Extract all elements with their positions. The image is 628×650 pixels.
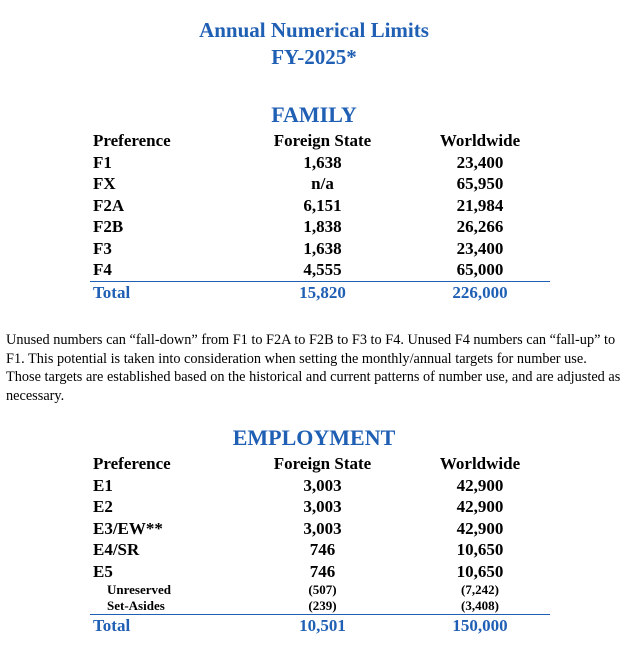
cell-worldwide: 21,984 bbox=[456, 195, 504, 215]
table-row bbox=[90, 216, 550, 238]
cell-preference: F4 bbox=[93, 260, 112, 279]
cell-preference: FX bbox=[93, 174, 116, 193]
cell-foreign-state: 1,638 bbox=[303, 152, 342, 172]
cell-worldwide: 42,900 bbox=[456, 518, 504, 538]
cell-worldwide: 65,950 bbox=[456, 174, 504, 193]
cell-foreign-state: 1,838 bbox=[303, 217, 342, 236]
family-table bbox=[90, 130, 550, 303]
total-foreign-state: 10,501 bbox=[299, 616, 346, 635]
cell-preference: F2B bbox=[93, 217, 124, 236]
cell-foreign-state: 6,151 bbox=[303, 195, 342, 215]
cell-foreign-state: 3,003 bbox=[303, 518, 342, 538]
table-header-row bbox=[90, 130, 550, 152]
table-row bbox=[90, 238, 550, 260]
table-header-row bbox=[90, 453, 550, 475]
cell-preference: F2A bbox=[93, 195, 125, 215]
total-label: Total bbox=[93, 616, 131, 635]
header-worldwide: Worldwide bbox=[439, 454, 521, 473]
cell-worldwide: 42,900 bbox=[456, 497, 504, 516]
cell-preference: E5 bbox=[93, 561, 113, 581]
total-row bbox=[90, 614, 550, 637]
total-label: Total bbox=[93, 282, 131, 302]
table-row bbox=[90, 195, 550, 217]
cell-worldwide: 23,400 bbox=[456, 238, 504, 258]
table-row bbox=[90, 475, 550, 497]
total-foreign-state: 15,820 bbox=[299, 282, 346, 302]
cell-foreign-state: 3,003 bbox=[303, 497, 342, 516]
table-row bbox=[90, 259, 550, 281]
cell-preference: E1 bbox=[93, 475, 113, 495]
table-row bbox=[90, 518, 550, 540]
table-subrow bbox=[90, 598, 550, 614]
cell-preference: E3/EW** bbox=[93, 518, 163, 538]
cell-foreign-state: (239) bbox=[308, 598, 337, 613]
page-title: Annual Numerical Limits bbox=[199, 18, 429, 42]
cell-foreign-state: 746 bbox=[309, 561, 336, 581]
cell-worldwide: 23,400 bbox=[456, 152, 504, 172]
header-preference: Preference bbox=[93, 454, 171, 473]
cell-foreign-state: n/a bbox=[311, 174, 334, 193]
total-worldwide: 150,000 bbox=[452, 616, 508, 635]
cell-worldwide: 42,900 bbox=[456, 475, 504, 495]
cell-foreign-state: 746 bbox=[309, 540, 336, 559]
table-row bbox=[90, 496, 550, 518]
cell-foreign-state: 4,555 bbox=[303, 260, 342, 279]
employment-table bbox=[90, 453, 550, 637]
fiscal-year-subtitle: FY-2025* bbox=[271, 45, 357, 69]
cell-worldwide: 26,266 bbox=[456, 217, 504, 236]
cell-worldwide: 10,650 bbox=[456, 561, 504, 581]
cell-foreign-state: (507) bbox=[308, 582, 337, 597]
table-row bbox=[90, 152, 550, 174]
cell-worldwide: (3,408) bbox=[461, 598, 499, 613]
table-subrow bbox=[90, 582, 550, 598]
fall-down-explanation: Unused numbers can “fall-down” from F1 to F2A to F2B to F3 to F4. Unused F4 numbers can “fall-up” to F1. This potential is taken into consideration when setting the monthly/annual targets for number use. Those targets are established based on the historical and current patterns of number use, and are adjusted as necessary. bbox=[6, 332, 621, 404]
employment-section-title: EMPLOYMENT bbox=[232, 425, 396, 450]
header-worldwide: Worldwide bbox=[439, 131, 521, 150]
cell-preference: Unreserved bbox=[107, 582, 172, 597]
total-row bbox=[90, 281, 550, 304]
header-foreign-state: Foreign State bbox=[273, 131, 372, 150]
cell-foreign-state: 1,638 bbox=[303, 238, 342, 258]
cell-preference: F1 bbox=[93, 152, 112, 172]
header-foreign-state: Foreign State bbox=[273, 454, 372, 473]
cell-preference: E2 bbox=[93, 497, 113, 516]
table-row bbox=[90, 561, 550, 583]
cell-preference: F3 bbox=[93, 238, 112, 258]
table-row bbox=[90, 173, 550, 195]
cell-preference: E4/SR bbox=[93, 540, 140, 559]
cell-foreign-state: 3,003 bbox=[303, 475, 342, 495]
header-preference: Preference bbox=[93, 131, 171, 150]
total-worldwide: 226,000 bbox=[452, 282, 508, 302]
family-section-title: FAMILY bbox=[271, 102, 357, 127]
cell-preference: Set-Asides bbox=[107, 598, 165, 613]
cell-worldwide: 10,650 bbox=[456, 540, 504, 559]
cell-worldwide: (7,242) bbox=[461, 582, 499, 597]
cell-worldwide: 65,000 bbox=[456, 260, 504, 279]
table-row bbox=[90, 539, 550, 561]
